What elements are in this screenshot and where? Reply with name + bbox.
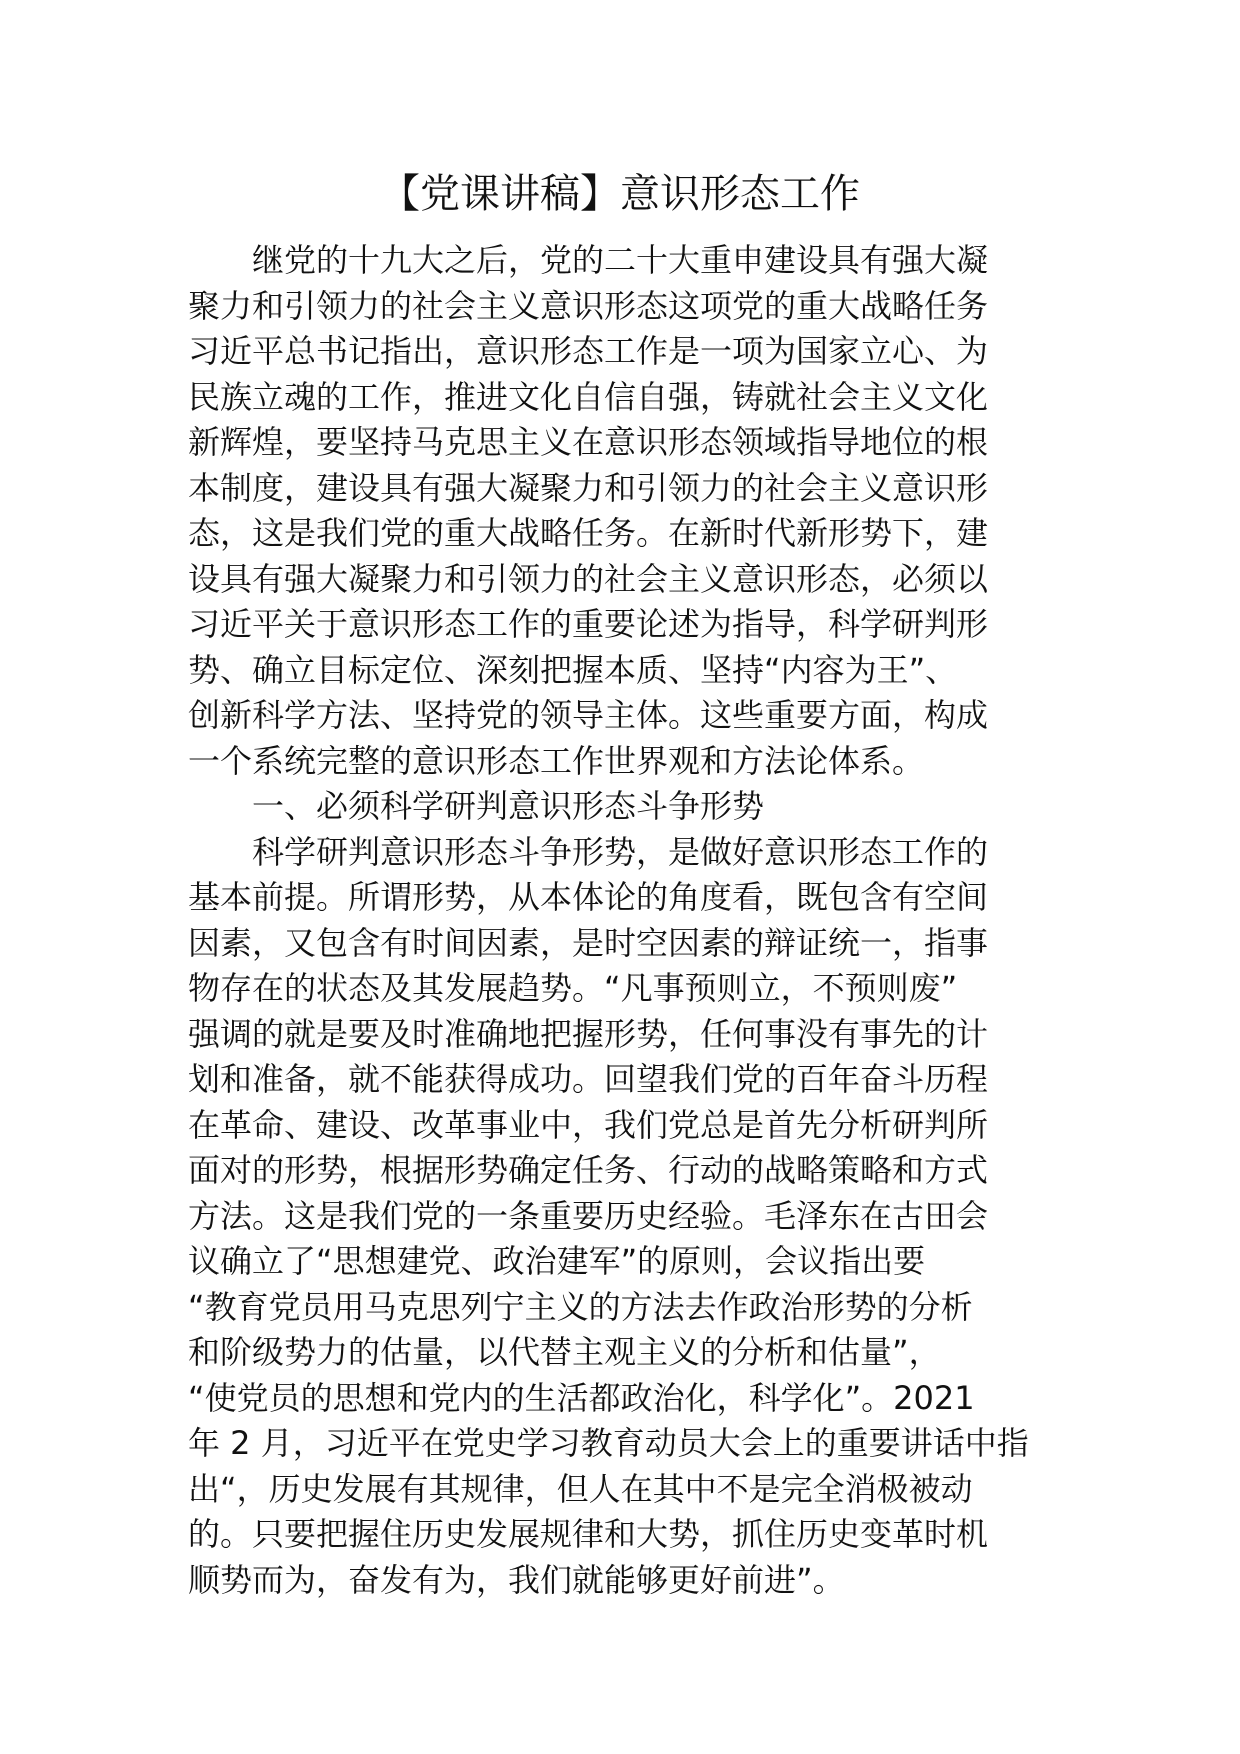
text-line: 面对的形势，根据形势确定任务、行动的战略策略和方式 — [188, 1151, 989, 1189]
text-line: 基本前提。所谓形势，从本体论的角度看，既包含有空间 — [188, 878, 989, 916]
text-line: 强调的就是要及时准确地把握形势，任何事没有事先的计 — [188, 1014, 989, 1053]
section-heading: 一、必须科学研判意识形态斗争形势 — [252, 787, 765, 825]
text-line: 议确立了“思想建党、政治建军”的原则，会议指出要 — [188, 1242, 926, 1280]
text-line: 设具有强大凝聚力和引领力的社会主义意识形态，必须以 — [188, 559, 989, 598]
text-line: 民族立魂的工作，推进文化自信自强，铸就社会主义文化 — [188, 377, 989, 416]
document-body — [188, 238, 1058, 1603]
text-line: 习近平总书记指出，意识形态工作是一项为国家立心、为 — [188, 332, 989, 370]
text-line: 本制度，建设具有强大凝聚力和引领力的社会主义意识形 — [188, 468, 989, 507]
text-line: 习近平关于意识形态工作的重要论述为指导，科学研判形 — [188, 605, 989, 643]
text-line: 势、确立目标定位、深刻把握本质、坚持“内容为王”、 — [188, 650, 958, 689]
text-line: 一个系统完整的意识形态工作世界观和方法论体系。 — [188, 741, 925, 780]
document-title: 【党课讲稿】意识形态工作 — [380, 171, 860, 217]
text-line: 在革命、建设、改革事业中，我们党总是首先分析研判所 — [188, 1105, 989, 1144]
text-line: 方法。这是我们党的一条重要历史经验。毛泽东在古田会 — [188, 1196, 989, 1235]
text-line: 科学研判意识形态斗争形势，是做好意识形态工作的 — [252, 832, 989, 871]
text-line: 聚力和引领力的社会主义意识形态这项党的重大战略任务 — [188, 286, 989, 325]
text-line: 顺势而为，奋发有为，我们就能够更好前进”。 — [188, 1560, 845, 1599]
text-line: 创新科学方法、坚持党的领导主体。这些重要方面，构成 — [188, 696, 989, 734]
text-line: “教育党员用马克思列宁主义的方法去作政治形势的分析 — [188, 1287, 973, 1326]
text-line: 出“，历史发展有其规律，但人在其中不是完全消极被动 — [188, 1469, 973, 1508]
text-line: 态，这是我们党的重大战略任务。在新时代新形势下，建 — [188, 514, 989, 552]
text-line: 年 2 月，习近平在党史学习教育动员大会上的重要讲话中指 — [188, 1424, 1029, 1462]
text-line: 划和准备，就不能获得成功。回望我们党的百年奋斗历程 — [188, 1060, 989, 1098]
text-line: 和阶级势力的估量，以代替主观主义的分析和估量”， — [188, 1333, 941, 1371]
text-line: 继党的十九大之后，党的二十大重申建设具有强大凝 — [252, 241, 989, 279]
text-line: “使党员的思想和党内的生活都政治化，科学化”。2021 — [188, 1378, 975, 1417]
text-line: 的。只要把握住历史发展规律和大势，抓住历史变革时机 — [188, 1515, 989, 1553]
text-line: 物存在的状态及其发展趋势。“凡事预则立，不预则废” — [188, 969, 958, 1007]
text-line: 新辉煌，要坚持马克思主义在意识形态领域指导地位的根 — [188, 423, 989, 461]
text-line: 因素，又包含有时间因素，是时空因素的辩证统一，指事 — [188, 923, 989, 962]
